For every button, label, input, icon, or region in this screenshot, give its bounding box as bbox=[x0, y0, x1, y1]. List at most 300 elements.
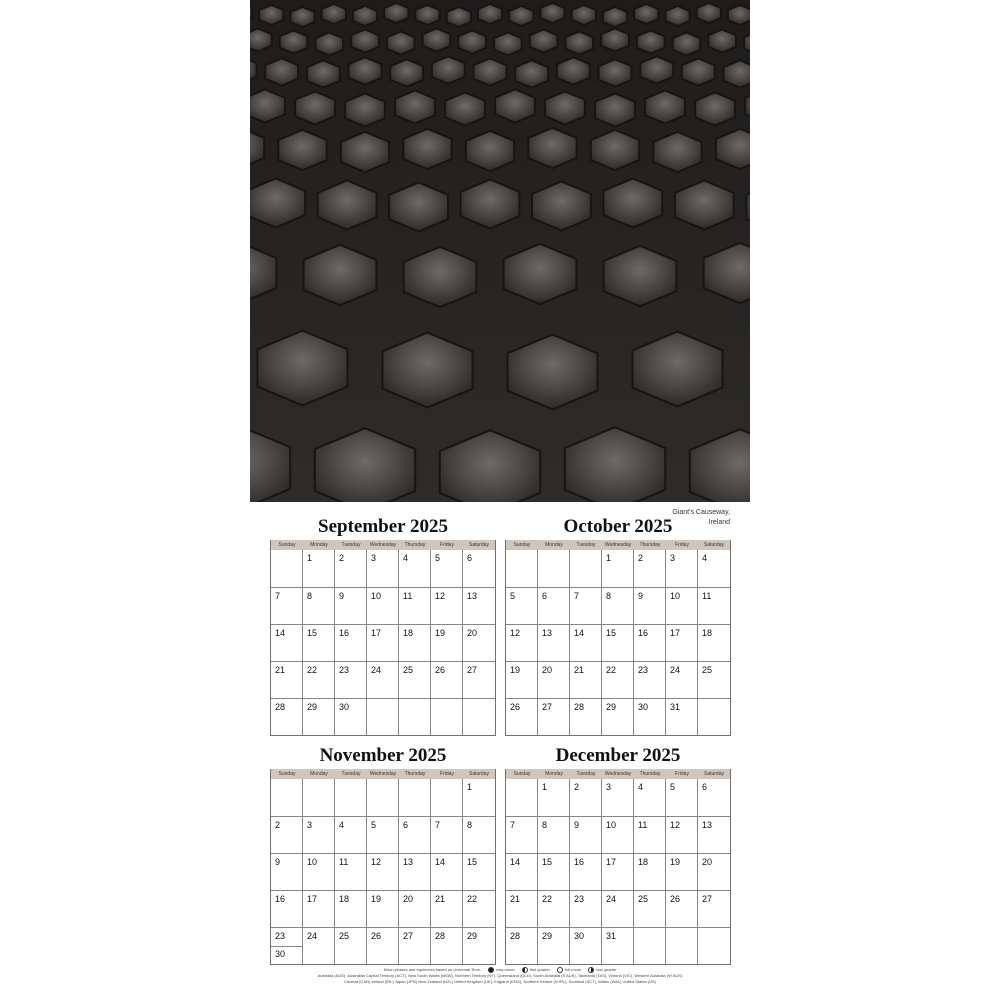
day-cell bbox=[570, 698, 602, 735]
day-number: 6 bbox=[702, 782, 708, 792]
day-cell bbox=[463, 890, 495, 927]
day-cell bbox=[399, 698, 431, 735]
day-cell bbox=[399, 890, 431, 927]
day-number: 20 bbox=[403, 894, 414, 904]
day-number: 21 bbox=[275, 665, 286, 675]
day-number: 5 bbox=[670, 782, 676, 792]
day-cell bbox=[463, 550, 495, 587]
day-cell bbox=[570, 779, 602, 816]
day-number: 30 bbox=[339, 702, 350, 712]
day-number: 2 bbox=[339, 553, 345, 563]
day-cell bbox=[399, 624, 431, 661]
day-cell bbox=[570, 624, 602, 661]
weekday-label: Sunday bbox=[278, 542, 296, 548]
day-number: 25 bbox=[403, 665, 414, 675]
day-number: 25 bbox=[638, 894, 649, 904]
day-number: 29 bbox=[542, 931, 553, 941]
day-number: 26 bbox=[371, 931, 382, 941]
day-cell bbox=[666, 779, 698, 816]
day-cell bbox=[431, 853, 463, 890]
day-cell bbox=[367, 698, 399, 735]
day-cell bbox=[698, 587, 730, 624]
day-number: 17 bbox=[371, 628, 382, 638]
day-number: 26 bbox=[670, 894, 681, 904]
month-november bbox=[270, 743, 496, 965]
day-number: 28 bbox=[275, 702, 286, 712]
day-cell bbox=[271, 779, 303, 816]
day-cell bbox=[698, 779, 730, 816]
day-cell bbox=[303, 587, 335, 624]
day-cell bbox=[602, 779, 634, 816]
day-number: 19 bbox=[670, 857, 681, 867]
day-cell bbox=[271, 661, 303, 698]
day-number: 9 bbox=[275, 857, 281, 867]
day-number: 6 bbox=[542, 591, 548, 601]
day-number: 4 bbox=[638, 782, 644, 792]
day-number: 20 bbox=[702, 857, 713, 867]
day-cell bbox=[538, 550, 570, 587]
day-cell bbox=[570, 587, 602, 624]
day-cell bbox=[303, 624, 335, 661]
day-number: 9 bbox=[339, 591, 345, 601]
day-number: 13 bbox=[403, 857, 414, 867]
day-cell bbox=[538, 927, 570, 964]
day-number: 22 bbox=[307, 665, 318, 675]
split-divider bbox=[271, 946, 302, 947]
day-cell bbox=[666, 661, 698, 698]
day-cell bbox=[367, 624, 399, 661]
day-cell bbox=[367, 550, 399, 587]
weekday-label: Thursday bbox=[639, 771, 661, 777]
day-cell bbox=[602, 550, 634, 587]
day-cell bbox=[666, 624, 698, 661]
day-number: 22 bbox=[542, 894, 553, 904]
day-cell bbox=[602, 624, 634, 661]
day-number: 30 bbox=[574, 931, 585, 941]
day-cell bbox=[634, 661, 666, 698]
day-cell bbox=[335, 698, 367, 735]
day-number: 29 bbox=[606, 702, 617, 712]
day-cell bbox=[303, 661, 335, 698]
day-cell bbox=[271, 816, 303, 853]
day-cell bbox=[431, 550, 463, 587]
day-number: 3 bbox=[371, 553, 377, 563]
day-number: 11 bbox=[403, 591, 413, 601]
weekday-label: Sunday bbox=[513, 771, 531, 777]
day-number: 23 bbox=[638, 665, 649, 675]
day-cell bbox=[271, 890, 303, 927]
day-number: 19 bbox=[371, 894, 382, 904]
weekday-header bbox=[506, 769, 730, 779]
day-number: 17 bbox=[606, 857, 617, 867]
day-cell bbox=[570, 550, 602, 587]
day-number: 14 bbox=[574, 628, 585, 638]
day-number: 1 bbox=[606, 553, 612, 563]
day-cell bbox=[506, 853, 538, 890]
day-number: 13 bbox=[702, 820, 713, 830]
month-december bbox=[505, 743, 731, 965]
day-cell bbox=[399, 587, 431, 624]
day-cell bbox=[335, 816, 367, 853]
day-cell bbox=[335, 661, 367, 698]
day-cell bbox=[506, 779, 538, 816]
day-cell bbox=[698, 927, 730, 964]
day-cell bbox=[570, 661, 602, 698]
day-cell bbox=[303, 550, 335, 587]
day-number: 23 bbox=[275, 931, 286, 941]
day-number: 18 bbox=[339, 894, 350, 904]
weekday-label: Tuesday bbox=[576, 771, 596, 777]
day-number: 30 bbox=[638, 702, 649, 712]
day-cell bbox=[399, 779, 431, 816]
weekday-label: Monday bbox=[310, 542, 328, 548]
day-cell bbox=[538, 661, 570, 698]
day-cell bbox=[335, 853, 367, 890]
day-number: 23 bbox=[574, 894, 585, 904]
day-cell bbox=[271, 927, 303, 964]
day-number: 9 bbox=[574, 820, 580, 830]
day-cell bbox=[431, 816, 463, 853]
day-cell bbox=[431, 624, 463, 661]
day-cell bbox=[367, 661, 399, 698]
day-cell bbox=[463, 927, 495, 964]
day-number: 1 bbox=[467, 782, 473, 792]
day-cell bbox=[698, 853, 730, 890]
day-number: 12 bbox=[435, 591, 446, 601]
day-cell bbox=[666, 853, 698, 890]
holiday-regions-line-2: Canada (CAN) Ireland (IRL) Japan (JPN) New Zealand (NZL) United Kingdom (UK): England (ENG), Northern Ireland (N IRL), Scotland (SCT), Wales (WAL) United States (US) bbox=[344, 979, 656, 985]
day-cell bbox=[399, 853, 431, 890]
day-cell bbox=[399, 550, 431, 587]
day-number: 6 bbox=[403, 820, 409, 830]
month-title: September 2025 bbox=[318, 516, 448, 537]
day-number: 8 bbox=[542, 820, 548, 830]
day-number: 18 bbox=[702, 628, 713, 638]
day-cell bbox=[506, 550, 538, 587]
day-cell bbox=[506, 587, 538, 624]
day-number: 8 bbox=[606, 591, 612, 601]
month-title: November 2025 bbox=[319, 745, 447, 766]
day-cell bbox=[698, 816, 730, 853]
weekday-label: Saturday bbox=[703, 771, 724, 777]
day-number: 21 bbox=[510, 894, 521, 904]
day-cell bbox=[335, 927, 367, 964]
day-number: 2 bbox=[574, 782, 580, 792]
day-cell bbox=[367, 853, 399, 890]
day-number: 11 bbox=[702, 591, 712, 601]
day-cell bbox=[698, 890, 730, 927]
day-cell bbox=[431, 587, 463, 624]
day-cell bbox=[634, 624, 666, 661]
day-cell bbox=[271, 624, 303, 661]
weekday-label: Friday bbox=[440, 542, 454, 548]
weekday-label: Sunday bbox=[278, 771, 296, 777]
day-number: 25 bbox=[702, 665, 713, 675]
day-number: 7 bbox=[574, 591, 580, 601]
day-number: 27 bbox=[702, 894, 713, 904]
day-cells bbox=[506, 779, 730, 964]
month-october bbox=[505, 514, 731, 736]
day-number: 24 bbox=[606, 894, 617, 904]
day-cells bbox=[271, 779, 495, 964]
day-cell bbox=[303, 779, 335, 816]
month-grid bbox=[505, 540, 731, 736]
day-number: 19 bbox=[510, 665, 521, 675]
day-number: 16 bbox=[339, 628, 350, 638]
day-number: 26 bbox=[510, 702, 521, 712]
day-cell bbox=[666, 890, 698, 927]
day-cell bbox=[602, 927, 634, 964]
weekday-label: Tuesday bbox=[341, 771, 361, 777]
day-number: 4 bbox=[339, 820, 345, 830]
day-cell bbox=[570, 816, 602, 853]
day-cells bbox=[506, 550, 730, 735]
day-cell bbox=[463, 779, 495, 816]
day-cell bbox=[570, 890, 602, 927]
day-number: 7 bbox=[435, 820, 441, 830]
day-number: 22 bbox=[606, 665, 617, 675]
day-cell bbox=[367, 927, 399, 964]
day-number: 14 bbox=[510, 857, 521, 867]
weekday-label: Tuesday bbox=[341, 542, 361, 548]
holiday-regions-line-1: Australia (AUS): Australian Capital Territory (ACT), New South Wales (NSW), Northern Territory (NT), Queensland (QLD), South Australia (S AUS), Tasmania (TAS), Victoria (VIC), Western Australia (W AUS) bbox=[317, 973, 683, 979]
day-cell bbox=[335, 624, 367, 661]
day-number: 10 bbox=[606, 820, 617, 830]
day-cell bbox=[634, 698, 666, 735]
legend-full-moon: full moon bbox=[557, 967, 581, 972]
day-cell bbox=[634, 779, 666, 816]
day-cell bbox=[634, 853, 666, 890]
day-cell bbox=[634, 550, 666, 587]
day-cell bbox=[602, 890, 634, 927]
weekday-label: Thursday bbox=[639, 542, 661, 548]
day-number: 16 bbox=[275, 894, 286, 904]
day-cell bbox=[666, 927, 698, 964]
day-number: 15 bbox=[307, 628, 318, 638]
day-number: 24 bbox=[307, 931, 318, 941]
day-number: 3 bbox=[307, 820, 313, 830]
weekday-label: Friday bbox=[675, 542, 689, 548]
day-cell bbox=[602, 853, 634, 890]
day-cell bbox=[634, 587, 666, 624]
day-cell bbox=[634, 816, 666, 853]
day-number: 16 bbox=[638, 628, 649, 638]
day-cell bbox=[538, 698, 570, 735]
day-number: 14 bbox=[275, 628, 286, 638]
weekday-label: Wednesday bbox=[369, 542, 397, 548]
day-number: 13 bbox=[467, 591, 478, 601]
day-number: 10 bbox=[670, 591, 681, 601]
day-number: 10 bbox=[307, 857, 318, 867]
day-number: 12 bbox=[510, 628, 521, 638]
day-number: 7 bbox=[275, 591, 281, 601]
day-cell bbox=[303, 927, 335, 964]
weekday-label: Thursday bbox=[404, 542, 426, 548]
day-number: 2 bbox=[275, 820, 281, 830]
day-cell bbox=[506, 661, 538, 698]
day-number: 8 bbox=[467, 820, 473, 830]
day-number: 23 bbox=[339, 665, 350, 675]
day-number: 15 bbox=[542, 857, 553, 867]
month-grid bbox=[270, 769, 496, 965]
day-cell bbox=[698, 550, 730, 587]
day-number: 12 bbox=[670, 820, 681, 830]
day-number: 1 bbox=[307, 553, 313, 563]
day-cell bbox=[666, 587, 698, 624]
day-cell bbox=[367, 890, 399, 927]
day-cell bbox=[271, 587, 303, 624]
day-cell bbox=[335, 587, 367, 624]
day-number: 7 bbox=[510, 820, 516, 830]
day-number: 2 bbox=[638, 553, 644, 563]
day-number: 20 bbox=[542, 665, 553, 675]
caption-location: Giant's Causeway, bbox=[672, 509, 730, 516]
day-cell bbox=[271, 853, 303, 890]
day-number: 27 bbox=[542, 702, 553, 712]
weekday-label: Sunday bbox=[513, 542, 531, 548]
month-title: October 2025 bbox=[563, 516, 673, 537]
day-number: 28 bbox=[574, 702, 585, 712]
day-cell bbox=[666, 698, 698, 735]
legend-last-quarter: last quarter bbox=[588, 967, 616, 972]
day-cells bbox=[271, 550, 495, 735]
legend-new-moon: new moon bbox=[488, 967, 514, 972]
day-number: 17 bbox=[307, 894, 318, 904]
day-number: 10 bbox=[371, 591, 382, 601]
day-number: 18 bbox=[638, 857, 649, 867]
day-cell bbox=[570, 853, 602, 890]
day-cell bbox=[303, 890, 335, 927]
weekday-label: Saturday bbox=[703, 542, 724, 548]
day-cell bbox=[538, 853, 570, 890]
day-cell bbox=[570, 927, 602, 964]
day-number: 13 bbox=[542, 628, 553, 638]
day-cell bbox=[463, 853, 495, 890]
day-cell bbox=[399, 927, 431, 964]
month-september bbox=[270, 514, 496, 736]
day-number: 9 bbox=[638, 591, 644, 601]
day-cell bbox=[538, 587, 570, 624]
day-number: 5 bbox=[371, 820, 377, 830]
day-number: 24 bbox=[371, 665, 382, 675]
day-number: 22 bbox=[467, 894, 478, 904]
day-number: 19 bbox=[435, 628, 446, 638]
day-number: 3 bbox=[670, 553, 676, 563]
day-cell bbox=[271, 550, 303, 587]
day-number: 18 bbox=[403, 628, 414, 638]
day-cell bbox=[506, 698, 538, 735]
day-number: 15 bbox=[606, 628, 617, 638]
day-cell bbox=[602, 661, 634, 698]
day-cell bbox=[634, 890, 666, 927]
day-cell bbox=[463, 816, 495, 853]
day-cell bbox=[602, 587, 634, 624]
day-number: 21 bbox=[435, 894, 446, 904]
day-number: 4 bbox=[403, 553, 409, 563]
day-cell bbox=[506, 890, 538, 927]
day-number: 11 bbox=[339, 857, 349, 867]
day-number: 3 bbox=[606, 782, 612, 792]
day-cell bbox=[271, 698, 303, 735]
day-number: 16 bbox=[574, 857, 585, 867]
day-cell bbox=[602, 698, 634, 735]
day-cell bbox=[666, 550, 698, 587]
weekday-label: Saturday bbox=[468, 542, 489, 548]
day-number: 15 bbox=[467, 857, 478, 867]
day-cell bbox=[431, 779, 463, 816]
day-number: 5 bbox=[435, 553, 441, 563]
day-cell bbox=[538, 816, 570, 853]
day-number: 12 bbox=[371, 857, 382, 867]
day-number: 17 bbox=[670, 628, 681, 638]
weekday-label: Wednesday bbox=[604, 771, 632, 777]
day-number: 31 bbox=[670, 702, 681, 712]
day-number: 8 bbox=[307, 591, 313, 601]
day-cell bbox=[431, 890, 463, 927]
day-cell bbox=[431, 927, 463, 964]
caption-country: Ireland bbox=[708, 519, 730, 526]
month-grid bbox=[270, 540, 496, 736]
day-cell bbox=[335, 890, 367, 927]
day-number: 21 bbox=[574, 665, 585, 675]
day-number: 28 bbox=[510, 931, 521, 941]
day-number: 27 bbox=[467, 665, 478, 675]
day-cell bbox=[666, 816, 698, 853]
month-title: December 2025 bbox=[555, 745, 681, 766]
weekday-label: Monday bbox=[545, 771, 563, 777]
day-cell bbox=[698, 624, 730, 661]
day-cell bbox=[335, 779, 367, 816]
day-number: 11 bbox=[638, 820, 648, 830]
weekday-header bbox=[271, 540, 495, 550]
day-cell bbox=[367, 779, 399, 816]
day-number: 20 bbox=[467, 628, 478, 638]
day-number: 28 bbox=[435, 931, 446, 941]
day-number: 24 bbox=[670, 665, 681, 675]
day-number: 6 bbox=[467, 553, 473, 563]
weekday-label: Friday bbox=[440, 771, 454, 777]
weekday-header bbox=[506, 540, 730, 550]
landscape-photo bbox=[250, 0, 750, 502]
day-number: 26 bbox=[435, 665, 446, 675]
moon-phase-note: Moon phases and equinoxes based on Universal Time. bbox=[383, 967, 481, 973]
day-cell bbox=[463, 698, 495, 735]
weekday-label: Thursday bbox=[404, 771, 426, 777]
day-cell bbox=[367, 816, 399, 853]
day-number: 29 bbox=[307, 702, 318, 712]
calendar-footer bbox=[270, 967, 730, 985]
weekday-label: Wednesday bbox=[604, 542, 632, 548]
day-number: 25 bbox=[339, 931, 350, 941]
day-number: 29 bbox=[467, 931, 478, 941]
day-cell bbox=[431, 661, 463, 698]
day-cell bbox=[698, 661, 730, 698]
day-cell bbox=[506, 624, 538, 661]
weekday-header bbox=[271, 769, 495, 779]
day-cell bbox=[463, 587, 495, 624]
day-cell bbox=[538, 624, 570, 661]
day-cell bbox=[463, 661, 495, 698]
day-number: 1 bbox=[542, 782, 548, 792]
day-cell bbox=[602, 816, 634, 853]
day-cell bbox=[538, 779, 570, 816]
day-cell bbox=[634, 927, 666, 964]
weekday-label: Monday bbox=[310, 771, 328, 777]
day-number: 31 bbox=[606, 931, 617, 941]
day-cell bbox=[463, 624, 495, 661]
weekday-label: Friday bbox=[675, 771, 689, 777]
day-number: 4 bbox=[702, 553, 708, 563]
